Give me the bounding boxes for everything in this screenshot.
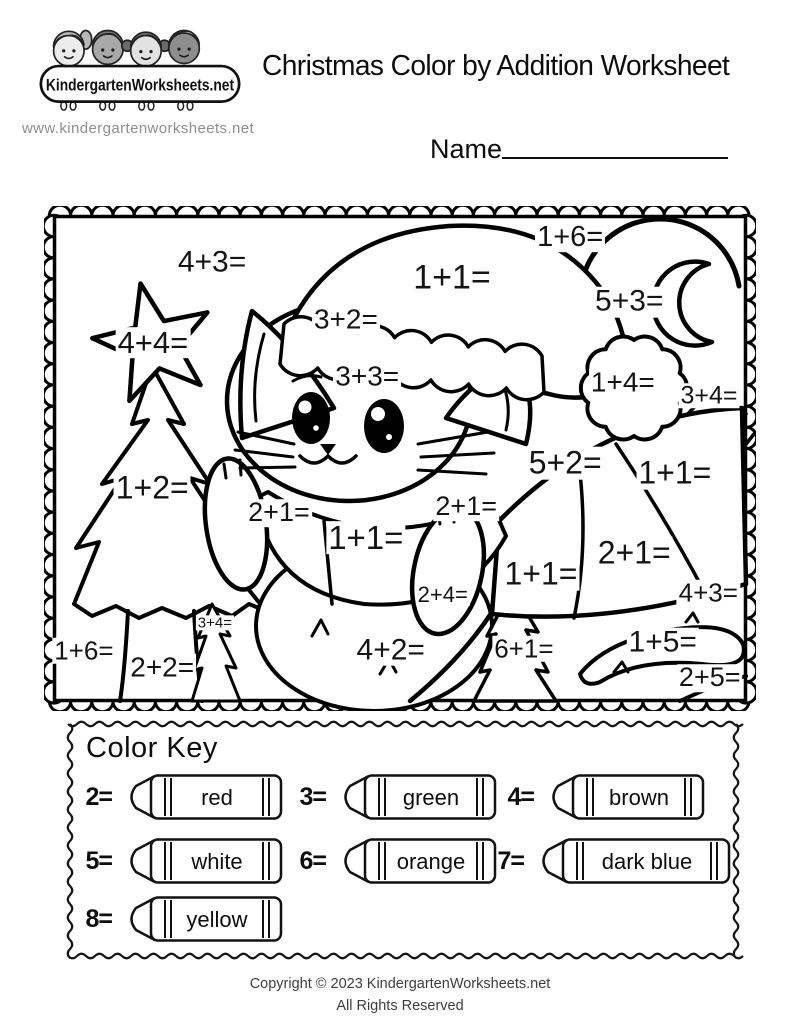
name-blank-line: [502, 157, 728, 159]
math-problem: 6+1=: [494, 633, 554, 664]
crayon-icon: [531, 836, 735, 886]
logo-website-url: www.kindergartenworksheets.net: [21, 120, 255, 137]
color-name: brown: [609, 785, 669, 810]
math-problem: 3+4=: [197, 614, 232, 632]
math-problem: 1+2=: [115, 469, 189, 506]
math-problem: 1+1=: [328, 518, 404, 556]
color-name: green: [402, 785, 460, 810]
copyright-line: Copyright © 2023 KindergartenWorksheets.net: [249, 976, 551, 992]
crayon-icon: [541, 772, 709, 822]
color-key-entry: [490, 836, 735, 886]
math-problem: 1+6=: [54, 635, 114, 666]
math-problems-layer: [44, 206, 756, 711]
math-problem: 4+2=: [356, 633, 425, 667]
color-key-entry: [292, 772, 501, 822]
color-key-entry: [292, 836, 501, 886]
math-problem: 1+1=: [638, 454, 712, 491]
math-problem: 3+4=: [680, 381, 738, 410]
math-problem: 2+1=: [597, 534, 671, 571]
key-number: 3=: [299, 782, 326, 811]
math-problem: 2+1=: [435, 491, 497, 522]
site-logo: [20, 22, 260, 122]
math-problem: 1+1=: [504, 555, 578, 592]
name-label: Name: [430, 134, 503, 164]
key-number: 5=: [85, 846, 112, 875]
color-key-entry: [78, 836, 287, 886]
name-field: [430, 134, 728, 165]
color-name: orange: [396, 849, 466, 874]
math-problem: 5+2=: [528, 444, 602, 481]
footer: [0, 974, 800, 1018]
key-number: 6=: [299, 846, 326, 875]
key-number: 2=: [85, 782, 112, 811]
color-key-title: Color Key: [86, 732, 218, 764]
math-problem: 3+3=: [335, 360, 400, 392]
color-key-entry: [78, 772, 287, 822]
key-number: 4=: [507, 782, 534, 811]
crayon-icon: [119, 894, 287, 944]
crayon-icon: [119, 772, 287, 822]
page-title: Christmas Color by Addition Worksheet: [262, 50, 730, 82]
color-name: yellow: [186, 907, 248, 932]
math-problem: 2+4=: [417, 581, 468, 607]
rights-line: All Rights Reserved: [336, 997, 464, 1014]
math-problem: 4+3=: [177, 245, 247, 279]
key-number: 7=: [497, 846, 524, 875]
crayon-icon: [333, 772, 501, 822]
math-problem: 1+1=: [413, 258, 491, 297]
math-problem: 4+4=: [117, 325, 189, 361]
math-problem: 1+6=: [537, 221, 604, 254]
color-name: dark blue: [601, 849, 693, 874]
color-key-entry: [78, 894, 287, 944]
color-name: white: [191, 849, 243, 874]
math-problem: 4+3=: [678, 577, 738, 608]
color-key-panel: [62, 716, 744, 964]
math-problem: 5+3=: [595, 284, 664, 318]
crayon-icon: [333, 836, 501, 886]
crayon-icon: [119, 836, 287, 886]
math-problem: 3+2=: [313, 303, 378, 335]
logo-site-name: KindergartenWorksheets.net: [45, 75, 235, 95]
math-problem: 2+2=: [130, 651, 195, 683]
math-problem: 2+1=: [248, 497, 310, 528]
color-key-entry: [500, 772, 709, 822]
coloring-picture: [44, 206, 756, 711]
math-problem: 2+5=: [678, 662, 741, 693]
key-number: 8=: [85, 904, 112, 933]
math-problem: 1+5=: [628, 625, 697, 659]
color-name: red: [201, 785, 233, 810]
math-problem: 1+4=: [590, 366, 655, 398]
